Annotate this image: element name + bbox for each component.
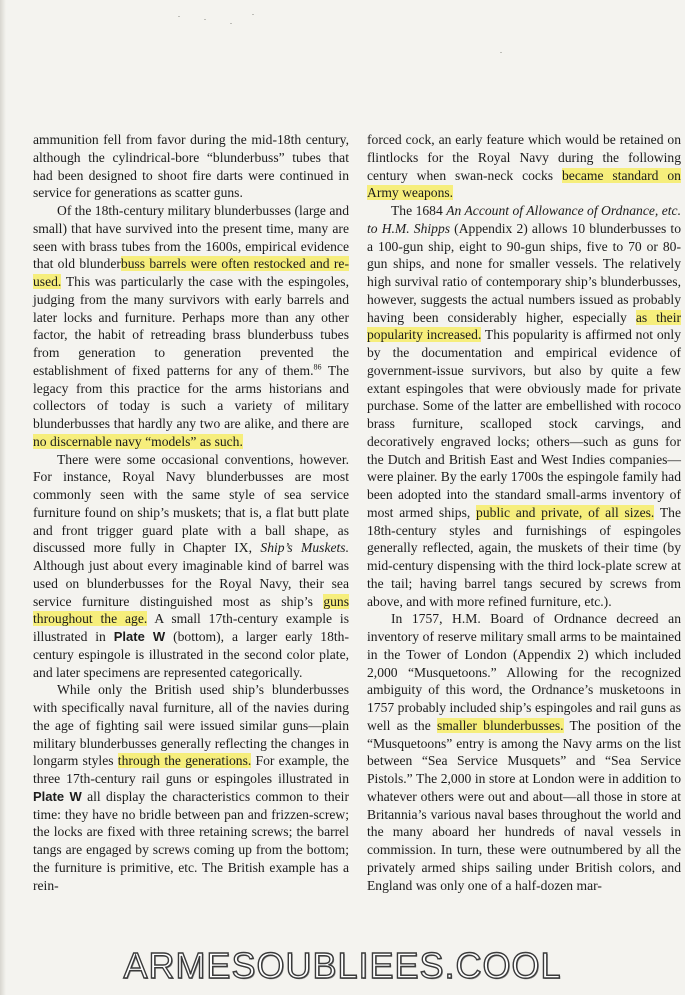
plate-reference: Plate W bbox=[33, 788, 82, 804]
text-run: Of the 18th-century military blunderbusses (large and small) that have survived into the present time, many are seen with brass tubes from the 1600s, empirical evidence that old blunder bbox=[33, 203, 349, 272]
text-run: Although just about every imaginable kind of barrel was used on blunderbusses for the Royal Navy, their sea service furniture distinguished most as ship’s bbox=[33, 558, 349, 609]
text-run: The legacy from this practice for the arms historians and collectors of today is such a variety of military blunderbusses that hardly any two are alike, and there are bbox=[33, 362, 349, 431]
paragraph bbox=[367, 610, 681, 894]
text-run: (Appendix 2) allows 10 blunderbusses to a 100-gun ship, eight to 90-gun ships, five to 70 or 80-gun ships, and none for smaller vessels. The relatively high survival ratio of contemporary ship’s blunderbusses, however, suggests the actual numbers issued as probably having been considerably higher, especially bbox=[367, 220, 681, 325]
italic-title: Ship’s Muskets. bbox=[260, 540, 349, 556]
footnote-marker: 86 bbox=[313, 362, 322, 372]
paragraph bbox=[367, 202, 681, 610]
paragraph bbox=[367, 131, 681, 202]
paragraph bbox=[33, 451, 349, 682]
text-run: forced cock, an early feature which would be retained on flintlocks for the Royal Navy during the following century when swan-neck cocks bbox=[367, 132, 681, 183]
text-run: The position of the “Musquetoons” entry is among the Navy arms on the list between “Sea Service Musquets” and “Sea Service Pistols.” The 2,000 in store at London were in addition to whatever others were out and about—all those in store at Britannia’s various naval bases throughout the world and the many aboard her hundreds of naval vessels in commission. In turn, these were outnumbered by all the privately armed ships sailing under British colors, and England was only one of a half-dozen mar- bbox=[367, 717, 681, 893]
scan-speck bbox=[230, 23, 232, 24]
scan-speck bbox=[252, 14, 254, 15]
highlighted-text: became standard on Army weapons. bbox=[367, 167, 681, 201]
highlighted-text: no discernable navy “models” as such. bbox=[33, 433, 243, 449]
text-run: In 1757, H.M. Board of Ordnance decreed an inventory of reserve military small arms to be maintained in the Tower of London (Appendix 2) which included 2,000 “Musquetoons.” Allowing for the recognized ambiguity of this word, the Ordnance’s musketoons in 1757 probably included ship’s espingoles and rail guns as well as the bbox=[367, 611, 681, 733]
text-run: There were some occasional conventions, however. For instance, Royal Navy blunderbusses are most commonly seen with the same style of sea service furniture found on ship’s muskets; that is, a flat butt plate and front trigger guard plate with a ball shape, as discussed more fully in Chapter IX, bbox=[33, 451, 349, 556]
paragraph bbox=[33, 681, 349, 894]
text-run: For example, the three 17th-century rail guns or espingoles illustrated in bbox=[33, 753, 349, 786]
text-run: all display the characteristics common to their time: they have no bridle between pan and frizzen-screw; the locks are fixed with three retaining screws; the barrel tangs are engaged by screws coming up from the bottom; the furniture is primitive, etc. The British example has a rein- bbox=[33, 788, 349, 893]
plate-reference: Plate W bbox=[113, 629, 166, 644]
highlighted-text: public and private, of all sizes. bbox=[476, 504, 655, 520]
italic-title: An Account of Allowance of Ordnance, etc. to H.M. Shipps bbox=[367, 203, 681, 236]
text-run: This was particularly the case with the espingoles, judging from the many survivors with early barrels and later locks and furniture. Perhaps more than any other factor, the habit of retreading brass blunderbuss tubes from generation to generation prevented the establishment of fixed patterns for any of them. bbox=[33, 274, 349, 378]
scan-speck bbox=[500, 52, 502, 53]
text-run: A small 17th-century example is illustrated in bbox=[33, 611, 349, 644]
left-text-column bbox=[33, 131, 349, 894]
page-edge-shadow bbox=[0, 0, 6, 995]
scan-speck bbox=[204, 19, 206, 20]
text-run: (bottom), a larger early 18th-century espingole is illustrated in the second color plate, and later specimens are represented categorically. bbox=[33, 629, 349, 680]
paragraph bbox=[33, 202, 349, 451]
highlighted-text: as their popularity increased. bbox=[367, 309, 681, 343]
highlighted-text: through the generations. bbox=[117, 753, 252, 769]
highlighted-text: smaller blunderbusses. bbox=[436, 717, 564, 733]
highlighted-text: buss barrels were often restocked and re-used. bbox=[33, 256, 349, 289]
watermark-text: ARMESOUBLIEES.COOL bbox=[123, 945, 562, 986]
paragraph bbox=[33, 131, 349, 202]
scan-speck bbox=[178, 16, 180, 17]
text-run: This popularity is affirmed not only by the documentation and empirical evidence of government-issue survivors, but also by quite a few extant espingoles that were obviously made for private purchase. Some of the latter are embellished with rococo brass furniture, scalloped stock carvings, and decoratively engraved locks; others—such as guns for the Dutch and British East and West Indies companies—were plainer. By the early 1700s the espingole family had been adopted into the standard small-arms inventory of most armed ships, bbox=[367, 327, 681, 520]
text-run: The 18th-century styles and furnishings of espingoles generally reflected, again, the muskets of their time (by mid-century dispensing with the third lock-plate screw at the tail; having barrel tangs secured by screws from above, and with more refined furniture, etc.). bbox=[367, 504, 681, 609]
text-run: The 1684 bbox=[391, 203, 447, 218]
text-run: ammunition fell from favor during the mid-18th century, although the cylindrical-bore “blunderbuss” tubes that had been designed to shoot fire darts were continued in service for generations as scatter guns. bbox=[33, 132, 349, 201]
right-text-column bbox=[367, 131, 681, 894]
highlighted-text: guns throughout the age. bbox=[33, 593, 349, 627]
text-run: While only the British used ship’s blunderbusses with specifically naval furniture, all of the navies during the age of fighting sail were issued similar guns—plain military blunderbusses generally reflecting the changes in longarm styles bbox=[33, 682, 349, 769]
